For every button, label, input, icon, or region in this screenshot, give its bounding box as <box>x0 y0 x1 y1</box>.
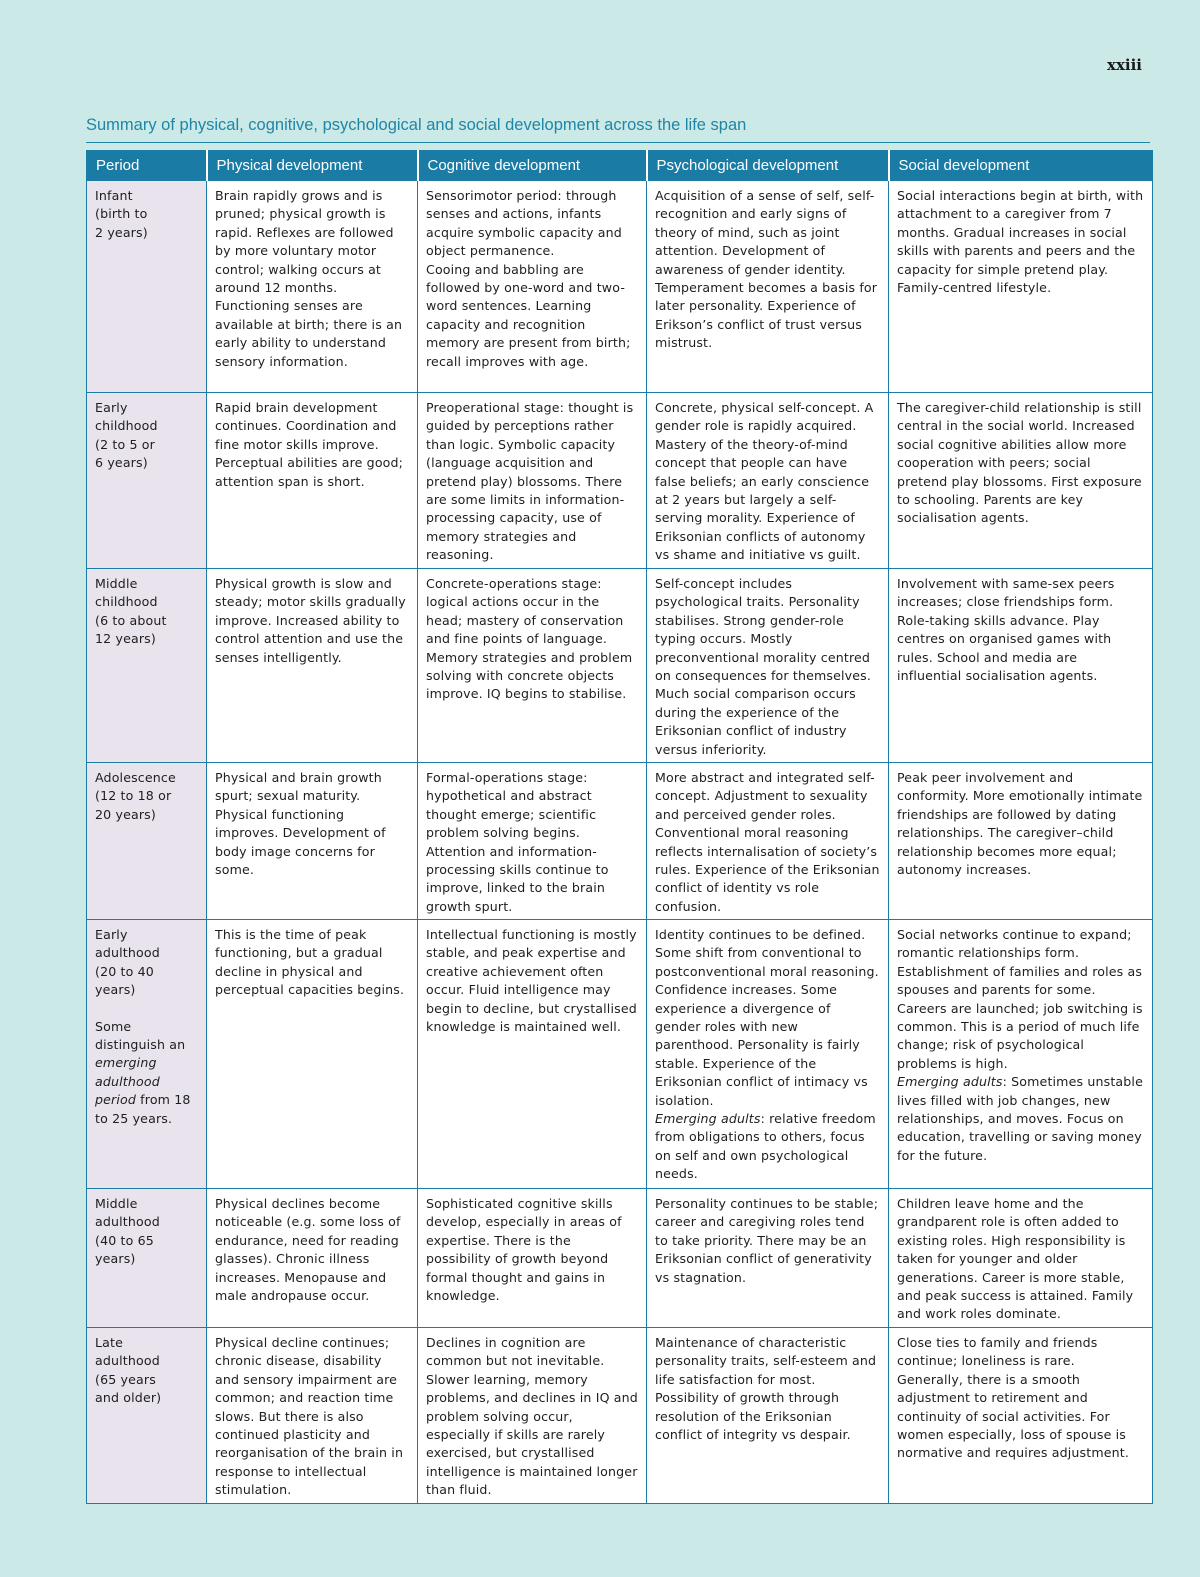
table-row <box>87 569 1153 763</box>
psychological-text: Concrete, physical self-concept. A gender role is rapidly acquired. Mastery of the theory-of-mind concept that people can have false beliefs; an early conscience at 2 years but largely a self-serving morality. Experience of Eriksonian conflicts of autonomy vs shame and initiative vs guilt. <box>655 400 874 563</box>
cognitive-cell <box>418 393 647 569</box>
period-cell <box>87 920 207 1189</box>
header-row <box>87 151 1153 181</box>
page-number: xxiii <box>1107 56 1142 74</box>
social-text: Peak peer involvement and conformity. More emotionally intimate friendships are followed by dating relationships. The caregiver–child relationship becomes more equal; autonomy increases. <box>897 770 1143 878</box>
psychological-cell <box>647 181 889 393</box>
physical-cell <box>207 569 418 763</box>
social-note-text: : Sometimes unstable lives filled with job changes, new relationships, and moves. Focus on education, travelling or saving money for the future. <box>897 1074 1143 1163</box>
cognitive-text: Preoperational stage: thought is guided by perceptions rather than logic. Symbolic capacity (language acquisition and pretend play) blossoms. There are some limits in information-processing capacity, use of memory strategies and reasoning. <box>426 400 634 563</box>
psychological-cell <box>647 920 889 1189</box>
social-cell <box>889 393 1153 569</box>
psychological-cell <box>647 1328 889 1504</box>
cognitive-cell <box>418 1328 647 1504</box>
physical-text: This is the time of peak functioning, but a gradual decline in physical and perceptual capacities begins. <box>215 927 405 998</box>
social-text: The caregiver-child relationship is still central in the social world. Increased social cognitive abilities allow more cooperation with peers; social pretend play blossoms. First exposure to schooling. Parents are key socialisation agents. <box>897 400 1142 526</box>
period-cell <box>87 569 207 763</box>
social-text: Social interactions begin at birth, with attachment to a caregiver from 7 months. Gradual increases in social skills with parents and peers and the capacity for simple pretend play. Family-centred lifestyle. <box>897 188 1144 296</box>
psychological-cell <box>647 393 889 569</box>
psychological-emphasis: Emerging adults <box>655 1111 761 1127</box>
cognitive-text: Declines in cognition are common but not inevitable. Slower learning, memory problems, and declines in IQ and problem solving occur, especially if skills are rarely exercised, but crystallised intelligence is maintained longer than fluid. <box>426 1335 638 1498</box>
cognitive-cell <box>418 569 647 763</box>
period-note-text: Some distinguish an <box>95 1018 186 1053</box>
social-note <box>897 1073 1144 1165</box>
header-social: Social development <box>889 151 1153 181</box>
social-text: Close ties to family and friends continue; loneliness is rare. Generally, there is a smooth adjustment to retirement and continuity of social activities. For women especially, loss of spouse is normative and requires adjustment. <box>897 1335 1130 1461</box>
period-cell <box>87 763 207 920</box>
social-text: Children leave home and the grandparent role is often added to existing roles. High responsibility is taken for younger and older generations. Career is more stable, and peak success is attained. Family and work roles dominate. <box>897 1196 1134 1322</box>
social-cell <box>889 569 1153 763</box>
header-period: Period <box>87 151 207 181</box>
physical-cell <box>207 1328 418 1504</box>
period-text: Middle childhood (6 to about 12 years) <box>95 576 167 647</box>
table-title: Summary of physical, cognitive, psychological and social development across the life span <box>86 116 1150 143</box>
header-physical: Physical development <box>207 151 418 181</box>
header-psychological: Psychological development <box>647 151 889 181</box>
table-row <box>87 920 1153 1189</box>
physical-text: Physical declines become noticeable (e.g. some loss of endurance, need for reading glasses). Chronic illness increases. Menopause and male andropause occur. <box>215 1196 401 1304</box>
physical-cell <box>207 920 418 1189</box>
cognitive-cell <box>418 920 647 1189</box>
psychological-text: Acquisition of a sense of self, self-recognition and early signs of theory of mind, such as joint attention. Development of awareness of gender identity. Temperament becomes a basis for later personality. Experience of Erikson’s conflict of trust versus mistrust. <box>655 188 878 351</box>
physical-cell <box>207 1189 418 1328</box>
period-text: Infant (birth to 2 years) <box>95 188 148 240</box>
social-cell <box>889 763 1153 920</box>
header-cognitive: Cognitive development <box>418 151 647 181</box>
physical-text: Physical decline continues; chronic disease, disability and sensory impairment are common; and reaction time slows. But there is also continued plasticity and reorganisation of the brain in response to intellectual stimulation. <box>215 1335 404 1498</box>
cognitive-cell <box>418 1189 647 1328</box>
psychological-note <box>655 1110 880 1184</box>
cognitive-text: Sensorimotor period: through senses and actions, infants acquire symbolic capacity and object permanence. Cooing and babbling are followed by one-word and two-word sentences. Learning capacity and recognition memory are present from birth; recall improves with age. <box>426 188 631 369</box>
table-row <box>87 181 1153 393</box>
physical-text: Brain rapidly grows and is pruned; physical growth is rapid. Reflexes are followed by more voluntary motor control; walking occurs at around 12 months. Functioning senses are available at birth; there is an early ability to understand sensory information. <box>215 188 403 369</box>
development-summary-table <box>86 150 1153 1504</box>
period-text: Early childhood (2 to 5 or 6 years) <box>95 400 158 471</box>
psychological-text: Personality continues to be stable; career and caregiving roles tend to take priority. There may be an Eriksonian conflict of generativity vs stagnation. <box>655 1196 879 1285</box>
period-text: Early adulthood (20 to 40 years) <box>95 927 160 998</box>
psychological-cell <box>647 763 889 920</box>
social-text: Social networks continue to expand; romantic relationships form. Establishment of families and roles as spouses and parents for some. Careers are launched; job switching is common. This is a period of much life change; risk of psychological problems is high. <box>897 927 1143 1071</box>
physical-text: Physical growth is slow and steady; motor skills gradually improve. Increased ability to control attention and use the senses intelligently. <box>215 576 406 665</box>
period-text: Middle adulthood (40 to 65 years) <box>95 1196 160 1267</box>
psychological-text: Identity continues to be defined. Some shift from conventional to postconventional moral reasoning. Confidence increases. Some experience a divergence of gender roles with new parenthood. Personality is fairly stable. Experience of the Eriksonian conflict of intimacy vs isolation. <box>655 927 879 1108</box>
psychological-cell <box>647 569 889 763</box>
period-note-emphasis: emerging adulthood period <box>95 1055 160 1108</box>
cognitive-text: Sophisticated cognitive skills develop, especially in areas of expertise. There is the possibility of growth beyond formal thought and gains in knowledge. <box>426 1196 622 1304</box>
social-cell <box>889 920 1153 1189</box>
table-row <box>87 1189 1153 1328</box>
period-cell <box>87 1328 207 1504</box>
physical-text: Rapid brain development continues. Coordination and fine motor skills improve. Perceptual abilities are good; attention span is short. <box>215 400 404 489</box>
social-text: Involvement with same-sex peers increases; close friendships form. Role-taking skills advance. Play centres on organised games with rules. School and media are influential socialisation agents. <box>897 576 1115 684</box>
cognitive-text: Formal-operations stage: hypothetical and abstract thought emerge; scientific problem solving begins. Attention and information-processing skills continue to improve, linked to the brain growth spurt. <box>426 770 609 914</box>
period-text: Adolescence (12 to 18 or 20 years) <box>95 770 176 822</box>
physical-cell <box>207 181 418 393</box>
period-cell <box>87 1189 207 1328</box>
period-text: Late adulthood (65 years and older) <box>95 1335 162 1406</box>
cognitive-text: Intellectual functioning is mostly stable, and peak expertise and creative achievement often occur. Fluid intelligence may begin to decline, but crystallised knowledge is maintained well. <box>426 927 637 1035</box>
physical-text: Physical and brain growth spurt; sexual maturity. Physical functioning improves. Development of body image concerns for some. <box>215 770 386 878</box>
psychological-note-text: : relative freedom from obligations to others, focus on self and own psychological needs. <box>655 1111 876 1182</box>
physical-cell <box>207 763 418 920</box>
psychological-text: Maintenance of characteristic personality traits, self-esteem and life satisfaction for most. Possibility of growth through resolution of the Eriksonian conflict of integrity vs despair. <box>655 1335 877 1443</box>
period-cell <box>87 393 207 569</box>
psychological-text: Self-concept includes psychological traits. Personality stabilises. Strong gender-role typing occurs. Mostly preconventional morality centred on consequences for themselves. Much social comparison occurs during the experience of the Eriksonian conflict of industry versus inferiority. <box>655 576 872 757</box>
cognitive-text: Concrete-operations stage: logical actions occur in the head; mastery of conservation and fine points of language. Memory strategies and problem solving with concrete objects improve. IQ begins to stabilise. <box>426 576 633 702</box>
physical-cell <box>207 393 418 569</box>
cognitive-cell <box>418 763 647 920</box>
cognitive-cell <box>418 181 647 393</box>
social-cell <box>889 1328 1153 1504</box>
social-cell <box>889 1189 1153 1328</box>
period-note <box>95 1018 198 1128</box>
psychological-cell <box>647 1189 889 1328</box>
social-cell <box>889 181 1153 393</box>
social-emphasis: Emerging adults <box>897 1074 1003 1090</box>
psychological-text: More abstract and integrated self-concept. Adjustment to sexuality and perceived gender roles. Conventional moral reasoning reflects internalisation of society’s rules. Experience of the Eriksonian conflict of identity vs role confusion. <box>655 770 880 914</box>
table-row <box>87 1328 1153 1504</box>
period-cell <box>87 181 207 393</box>
table-row <box>87 763 1153 920</box>
table-row <box>87 393 1153 569</box>
period-note-text: from 18 to 25 years. <box>95 1092 191 1126</box>
